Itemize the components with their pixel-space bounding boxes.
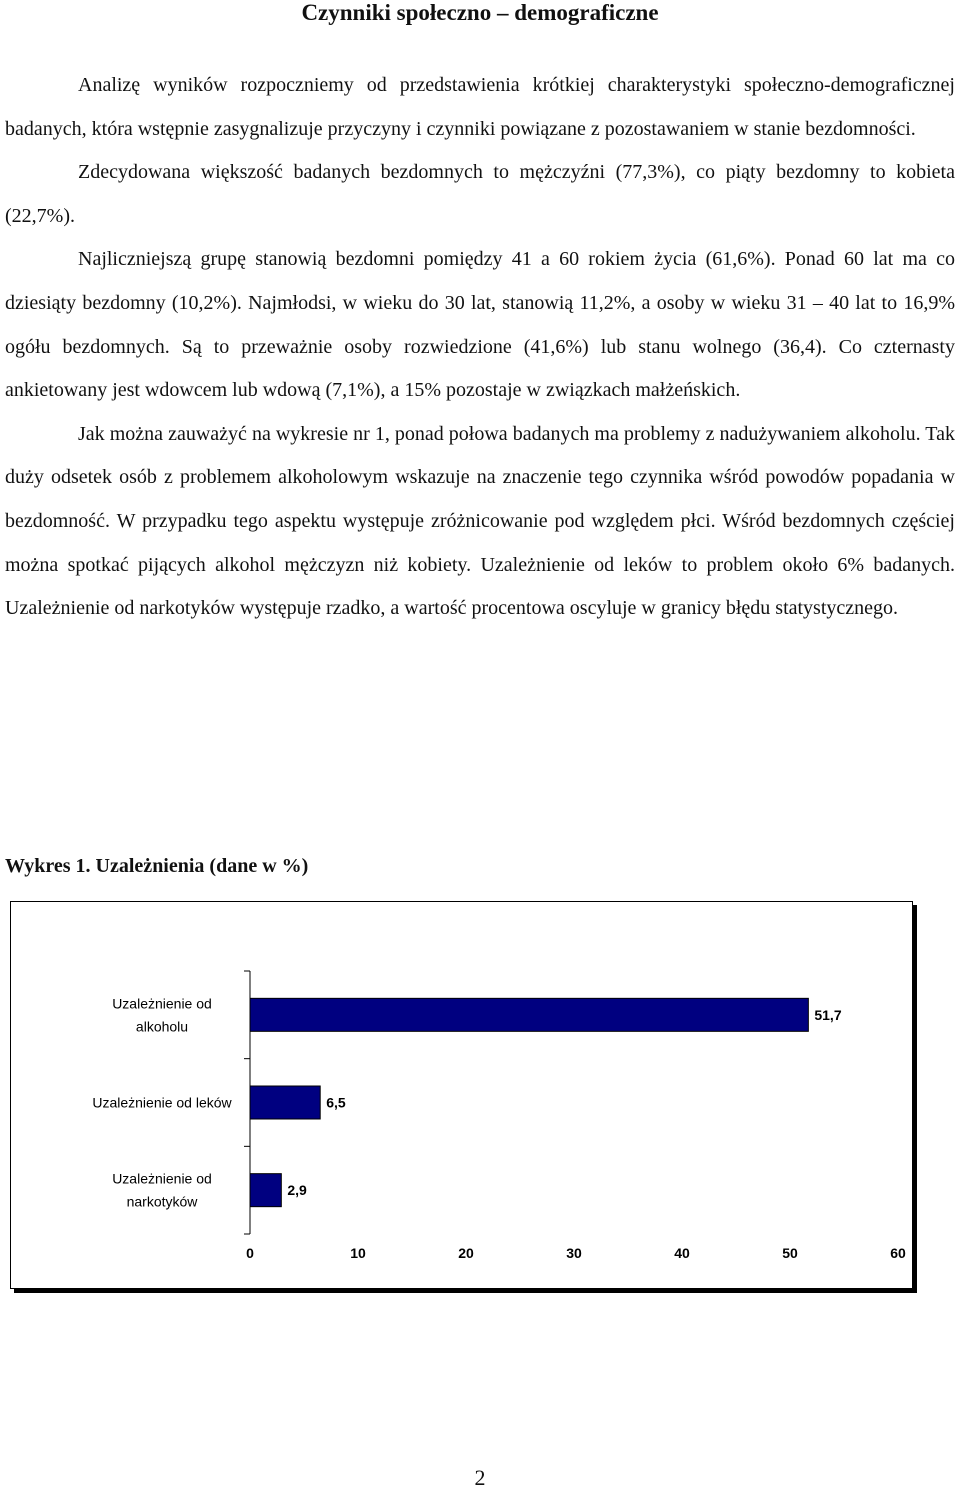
data-label: 6,5 <box>326 1094 346 1111</box>
bar <box>250 1174 281 1207</box>
category-label: narkotyków <box>126 1193 198 1210</box>
paragraph-intro: Analizę wyników rozpoczniemy od przedstawienia krótkiej charakterystyki społeczno-demograficznej badanych, która wstępnie zasygnalizuje przyczyny i czynniki powiązane z pozostawaniem w stanie bezdomności. <box>5 74 955 140</box>
category-label: Uzależnienie od <box>112 995 212 1012</box>
paragraph-gender: Zdecydowana większość badanych bezdomnych to mężczyźni (77,3%), co piąty bezdomny to kobieta (22,7%). <box>5 161 955 227</box>
data-label: 2,9 <box>287 1182 307 1199</box>
x-tick-label: 60 <box>890 1245 906 1261</box>
category-label: Uzależnienie od leków <box>92 1094 232 1111</box>
chart-caption: Wykres 1. Uzależnienia (dane w %) <box>5 855 309 877</box>
body-text <box>5 64 955 631</box>
page-heading: Czynniki społeczno – demograficzne <box>301 0 659 25</box>
category-label: alkoholu <box>135 1018 189 1035</box>
category-label: Uzależnienie od <box>112 1170 212 1187</box>
x-tick-label: 40 <box>674 1245 690 1261</box>
x-tick-label: 10 <box>350 1245 366 1261</box>
x-tick-label: 0 <box>246 1245 254 1261</box>
paragraph-age-status: Najliczniejszą grupę stanowią bezdomni pomiędzy 41 a 60 rokiem życia (61,6%). Ponad 60 lat ma co dziesiąty bezdomny (10,2%). Najmłodsi, w wieku do 30 lat, stanowią 11,2%, a osoby w wieku 31 – 40 lat to 16,9% ogółu bezdomnych. Są to przeważnie osoby rozwiedzione (41,6%) lub stanu wolnego (36,4). Co czternasty ankietowany jest wdowcem lub wdową (7,1%), a 15% pozostaje w związkach małżeńskich. <box>5 248 955 402</box>
data-label: 51,7 <box>814 1006 842 1023</box>
x-tick-label: 50 <box>782 1245 798 1261</box>
paragraph-addictions: Jak można zauważyć na wykresie nr 1, ponad połowa badanych ma problemy z nadużywaniem alkoholu. Tak duży odsetek osób z problemem alkoholowym wskazuje na znaczenie tego czynnika wśród powodów popadania w bezdomność. W przypadku tego aspektu występuje zróżnicowanie pod względem płci. Wśród bezdomnych częściej można spotkać pijących alkohol mężczyzn niż kobiety. Uzależnienie od leków to problem około 6% badanych. Uzależnienie od narkotyków występuje rzadko, a wartość procentowa oscyluje w granicy błędu statystycznego. <box>5 422 955 620</box>
chart-frame <box>10 901 913 1289</box>
x-tick-label: 20 <box>458 1245 474 1261</box>
bar <box>250 1086 320 1119</box>
x-tick-label: 30 <box>566 1245 582 1261</box>
bar <box>250 998 808 1031</box>
addiction-bar-chart <box>11 902 912 1288</box>
page-number: 2 <box>474 1465 486 1490</box>
